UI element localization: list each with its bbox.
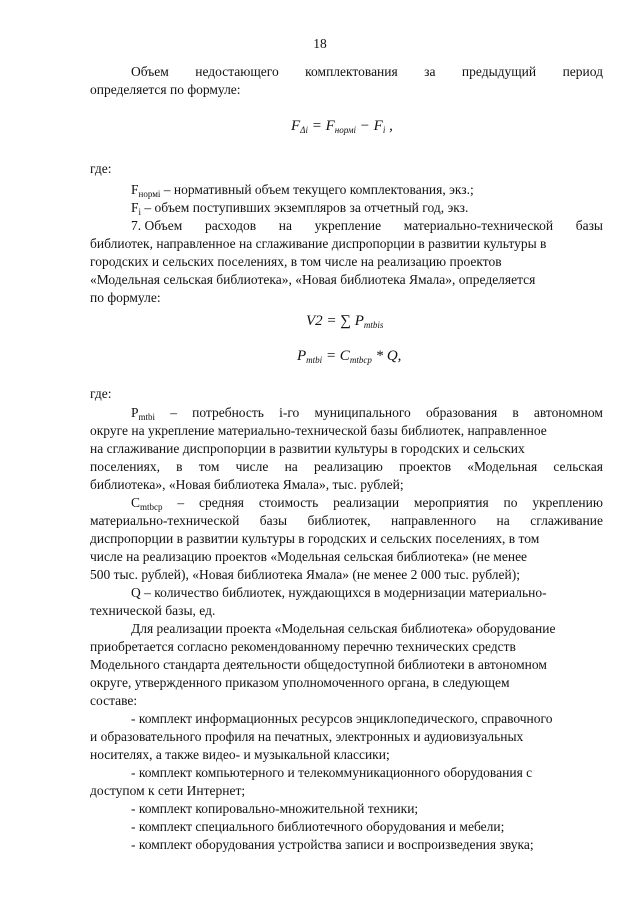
para-line-1: Для реализации проекта «Модельная сельская библиотека» оборудование [131, 621, 556, 636]
word: сглаживание [530, 513, 603, 528]
formula-symbol: V2 = ∑ P [306, 313, 364, 329]
cmtbcp-symbol [131, 495, 163, 515]
word: – [170, 405, 177, 420]
definition-symbol: F [131, 200, 139, 215]
page-number: 18 [313, 36, 327, 51]
cmtbcp-line-5: 500 тыс. рублей), «Новая библиотека Ямала» (не менее 2 000 тыс. рублей); [90, 567, 520, 582]
item7-line-4: «Модельная сельская библиотека», «Новая библиотека Ямала», определяется [90, 272, 536, 287]
formula-subscript: i [382, 125, 386, 135]
word: «Модельная [467, 459, 538, 474]
word: период [562, 64, 603, 79]
definition-text: – нормативный объем текущего комплектования, экз.; [160, 182, 474, 197]
q-line-2: технической базы, ед. [90, 603, 216, 618]
word: поселениях, [90, 459, 160, 474]
list-item-1-line-1: - комплект информационных ресурсов энциклопедического, справочного [131, 711, 553, 726]
word: комплектования [305, 64, 398, 79]
word: числе [235, 459, 269, 474]
pmtbi-line-4 [90, 459, 603, 475]
word: Объем [131, 64, 169, 79]
word: мероприятия [413, 495, 489, 510]
list-item-2-line-1: - комплект компьютерного и телекоммуникационного оборудования с [131, 765, 533, 780]
intro-line-1 [131, 64, 603, 80]
word: потребность [192, 405, 264, 420]
para-line-3: Модельного стандарта деятельности общедоступной библиотеки в автономном [90, 657, 547, 672]
word: материально-технической [90, 513, 240, 528]
word: за [424, 64, 436, 79]
formula-symbol: = F [307, 118, 335, 134]
word: стоимость [258, 495, 319, 510]
where-label-1: где: [90, 161, 112, 176]
cmtbcp-line-2 [90, 513, 603, 529]
word: образования [425, 405, 498, 420]
word: автономном [533, 405, 603, 420]
list-item-5: - комплект оборудования устройства записи и воспроизведения звука; [131, 837, 534, 852]
formula-subscript: mtbis [363, 320, 384, 330]
definition-subscript: i [138, 207, 142, 217]
intro-line-2: определяется по формуле: [90, 82, 241, 97]
definition-subscript: mtbi [138, 412, 156, 422]
definition-f-norm [131, 182, 474, 202]
definition-f-i [131, 200, 468, 220]
word: базы [259, 513, 288, 528]
definition-subscript: нормi [138, 189, 161, 199]
word: реализации [333, 495, 400, 510]
word: сельская [553, 459, 603, 474]
word: материально-технической [403, 218, 554, 233]
word: проектов [398, 459, 452, 474]
word: средняя [198, 495, 245, 510]
word: том [198, 459, 220, 474]
formula-symbol: − F [356, 118, 383, 134]
where-label-2: где: [90, 386, 112, 401]
word: – [177, 495, 185, 510]
word: недостающего [195, 64, 279, 79]
word: в [512, 405, 519, 420]
formula-symbol: * Q, [371, 348, 402, 364]
word: библиотек, [307, 513, 371, 528]
word: 7. Объем [131, 218, 183, 233]
pmtbi-line-5: библиотека», «Новая библиотека Ямала», тыс. рублей; [90, 477, 404, 492]
list-item-2-line-2: доступом к сети Интернет; [90, 783, 246, 798]
para-line-2: приобретается согласно рекомендованному перечню технических средств [90, 639, 516, 654]
word: на [278, 218, 292, 233]
word: предыдущий [461, 64, 537, 79]
formula-subscript: Δi [300, 125, 308, 135]
formula-subscript: mtbi [306, 355, 323, 365]
formula-pmtbi [297, 348, 401, 365]
definition-symbol: P [131, 405, 139, 420]
cmtbcp-line-1 [131, 495, 603, 515]
formula-symbol: P [297, 348, 307, 364]
word: реализацию [313, 459, 383, 474]
formula-symbol: F [291, 118, 301, 134]
item7-line-5: по формуле: [90, 290, 161, 305]
list-item-1-line-2: и образовательного профиля на печатных, электронных и аудиовизуальных [90, 729, 524, 744]
word: i-го [279, 405, 300, 420]
q-line-1: Q – количество библиотек, нуждающихся в модернизации материально- [131, 585, 547, 600]
list-item-1-line-3: носителях, а также видео- и музыкальной классики; [90, 747, 390, 762]
word: расходов [204, 218, 257, 233]
item7-line-2: библиотек, направленное на сглаживание диспропорции в развитии культуры в [90, 236, 547, 251]
pmtbi-line-1 [131, 405, 603, 425]
para-line-4: округе, утвержденного приказом уполномоченного органа, в следующем [90, 675, 510, 690]
definition-subscript: mtbcp [140, 502, 163, 512]
word: муниципального [314, 405, 411, 420]
pmtbi-line-2: округе на укрепление материально-технической базы библиотек, направленное [90, 423, 547, 438]
list-item-3: - комплект копировально-множительной техники; [131, 801, 419, 816]
formula-subscript: mtbcp [349, 355, 372, 365]
item7-line-3: городских и сельских поселениях, в том числе на реализацию проектов [90, 254, 502, 269]
word: на [496, 513, 510, 528]
word: укреплению [532, 495, 603, 510]
cmtbcp-line-4: числе на реализацию проектов «Модельная сельская библиотека» (не менее [90, 549, 528, 564]
list-item-4: - комплект специального библиотечного оборудования и мебели; [131, 819, 505, 834]
word: направленного [390, 513, 477, 528]
item7-line-1 [131, 218, 603, 234]
word: укрепление [314, 218, 382, 233]
formula-deficit [291, 118, 393, 135]
word: по [503, 495, 518, 510]
word: в [176, 459, 183, 474]
formula-symbol: = C [322, 348, 350, 364]
definition-symbol: C [131, 495, 141, 510]
formula-subscript: нормi [334, 125, 357, 135]
cmtbcp-line-3: диспропорции в развитии культуры в городских и сельских поселениях, в том [90, 531, 540, 546]
word: на [284, 459, 298, 474]
definition-symbol: F [131, 182, 139, 197]
definition-text: – объем поступивших экземпляров за отчетный год, экз. [141, 200, 469, 215]
para-line-5: составе: [90, 693, 138, 708]
pmtbi-line-3: на сглаживание диспропорции в развитии культуры в городских и сельских [90, 441, 525, 456]
word: базы [575, 218, 603, 233]
formula-v2 [306, 313, 383, 330]
formula-symbol: , [385, 118, 393, 134]
pmtbi-symbol [131, 405, 155, 425]
